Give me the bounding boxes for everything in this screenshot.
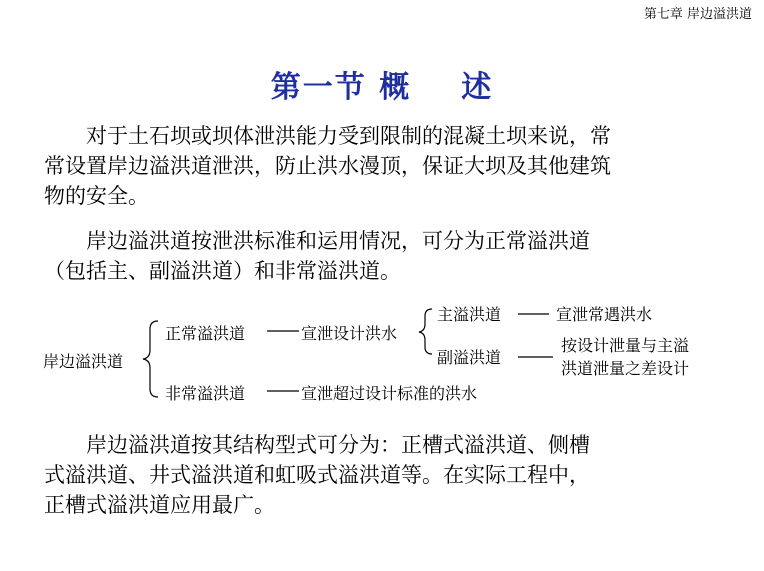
diagram-main: 主溢洪道 <box>437 305 502 324</box>
paragraph-line: 岸边溢洪道按泄洪标准和运用情况，可分为正常溢洪道 <box>86 229 590 253</box>
section-title-tail: 述 <box>461 70 494 105</box>
paragraph-line: （包括主、副溢洪道）和非常溢洪道。 <box>44 259 401 283</box>
paragraph-line: 物的安全。 <box>44 184 149 208</box>
chapter-header: 第七章 岸边溢洪道 <box>643 7 752 22</box>
diagram-main-desc: 宣泄常遇洪水 <box>556 305 653 324</box>
diagram-aux-desc-2: 洪道泄量之差设计 <box>561 359 690 378</box>
diagram-root: 岸边溢洪道 <box>43 352 124 371</box>
diagram-normal-desc: 宣泄设计洪水 <box>301 324 398 343</box>
paragraph-line: 对于土石坝或坝体泄洪能力受到限制的混凝土坝来说，常 <box>86 124 611 148</box>
paragraph-line: 式溢洪道、井式溢洪道和虹吸式溢洪道等。在实际工程中， <box>44 463 590 487</box>
root-brace <box>143 321 158 397</box>
paragraph-structure-types <box>44 430 590 520</box>
normal-brace <box>419 309 432 354</box>
paragraph-line: 正槽式溢洪道应用最广。 <box>44 493 275 517</box>
diagram-aux: 副溢洪道 <box>437 348 502 367</box>
diagram-emergency: 非常溢洪道 <box>165 384 246 403</box>
paragraph-line: 岸边溢洪道按其结构型式可分为：正槽式溢洪道、侧槽 <box>86 433 590 457</box>
diagram-normal: 正常溢洪道 <box>165 324 246 343</box>
paragraph-line: 常设置岸边溢洪道泄洪，防止洪水漫顶，保证大坝及其他建筑 <box>44 154 611 178</box>
section-title-main: 第一节 概 <box>270 70 412 105</box>
diagram-aux-desc-1: 按设计泄量与主溢 <box>561 336 690 355</box>
diagram-emergency-desc: 宣泄超过设计标准的洪水 <box>301 384 478 403</box>
